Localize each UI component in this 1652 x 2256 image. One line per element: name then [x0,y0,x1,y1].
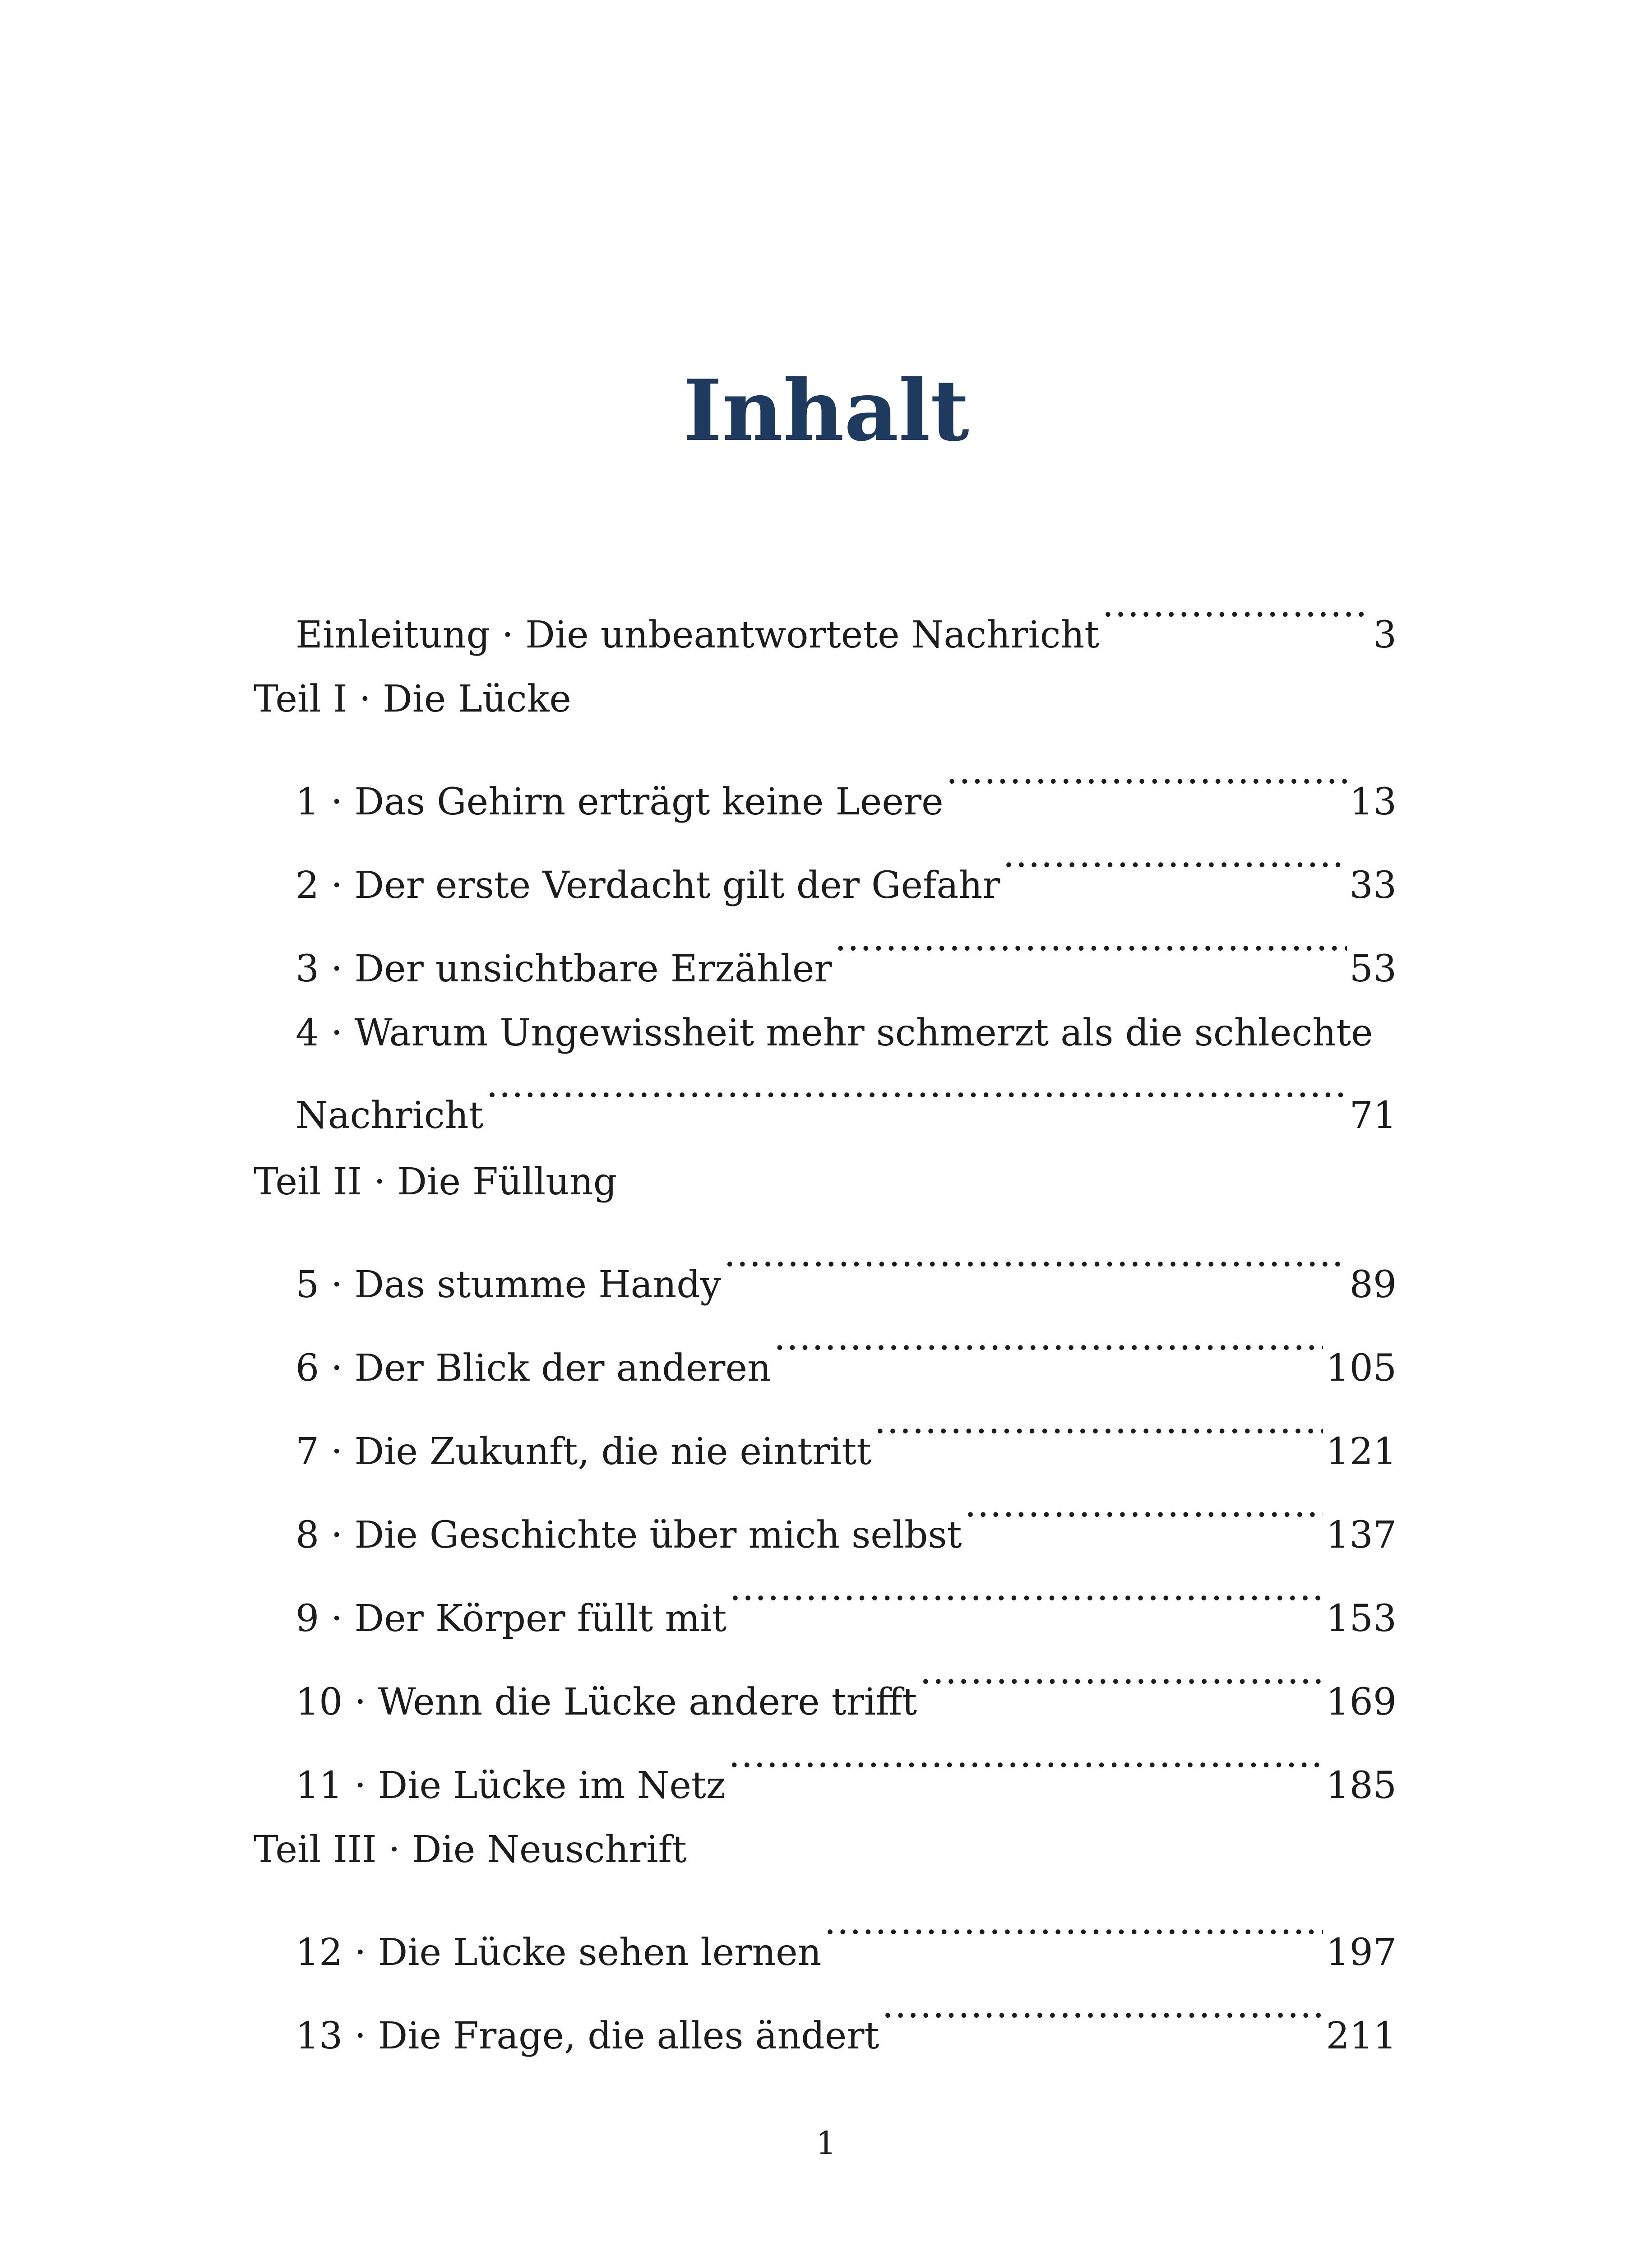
toc-entry-title: Einleitung · Die unbeantwortete Nachricht [296,614,1100,656]
toc-entry-chapter[interactable] [296,1985,1397,2068]
toc-entry-chapter[interactable] [296,1484,1397,1567]
dot-leader [874,1401,1323,1464]
toc-entry-page: 33 [1349,864,1397,907]
dot-leader [824,1902,1323,1965]
toc-entry-chapter[interactable] [296,1002,1397,1147]
dot-leader [1003,835,1347,898]
toc-entry-page: 105 [1326,1347,1397,1390]
toc-part-heading[interactable] [254,668,1427,731]
dot-leader [774,1318,1323,1381]
toc-entry-page: 137 [1326,1514,1397,1557]
toc-entry-title-line1: 4 · Warum Ungewissheit mehr schmerzt als die schlechte [296,1012,1373,1054]
toc-entry-chapter[interactable] [296,1318,1397,1400]
toc-entry-chapter[interactable] [296,1735,1397,1817]
toc-entry-title: 8 · Die Geschichte über mich selbst [296,1514,962,1557]
toc-entry-page: 53 [1349,948,1397,990]
toc-entry-page: 13 [1349,781,1397,823]
dot-leader [1102,584,1370,647]
toc-entry-page: 3 [1373,614,1397,656]
toc-entry-chapter[interactable] [296,835,1397,917]
toc-entry-page: 121 [1326,1430,1397,1473]
toc-entry-chapter[interactable] [296,918,1397,1001]
toc-entry-title: 7 · Die Zukunft, die nie eintritt [296,1430,872,1473]
toc-entry-title: 2 · Der erste Verdacht gilt der Gefahr [296,864,1000,907]
toc-entry-page: 89 [1349,1263,1397,1306]
dot-leader [486,1065,1347,1128]
toc-entry-chapter[interactable] [296,1568,1397,1650]
toc-part-label: Teil II · Die Füllung [254,1160,617,1203]
toc-entry-page: 185 [1326,1764,1397,1807]
toc-entry-page: 197 [1326,1931,1397,1974]
toc-part-label: Teil I · Die Lücke [254,678,571,721]
toc-entry-page: 153 [1326,1597,1397,1640]
toc-entry-page: 71 [1349,1094,1397,1137]
dot-leader [729,1568,1323,1631]
toc-entry-title: 5 · Das stumme Handy [296,1263,722,1306]
toc-entry-title: 12 · Die Lücke sehen lernen [296,1931,822,1974]
toc-part-heading[interactable] [254,1151,1427,1214]
page-title: Inhalt [683,361,969,460]
toc-entry-intro[interactable] [296,584,1397,667]
toc-entry-title: 3 · Der unsichtbare Erzähler [296,948,832,990]
toc-entry-chapter[interactable] [296,1234,1397,1317]
toc-entry-title: 1 · Das Gehirn erträgt keine Leere [296,781,944,823]
toc-entry-title: 9 · Der Körper füllt mit [296,1597,727,1640]
toc-entry-title-line2: Nachricht [296,1094,484,1137]
dot-leader [882,1985,1323,2048]
dot-leader [946,751,1347,814]
page-number: 1 [816,2125,836,2162]
dot-leader [728,1735,1323,1798]
dot-leader [965,1484,1323,1548]
dot-leader [920,1651,1323,1715]
toc-part-label: Teil III · Die Neuschrift [254,1828,687,1871]
toc-entry-title: 10 · Wenn die Lücke andere trifft [296,1681,917,1724]
toc-entry-title: 13 · Die Frage, die alles ändert [296,2015,879,2057]
dot-leader [835,918,1347,981]
toc-entry-chapter[interactable] [296,1651,1397,1734]
toc-entry-page: 169 [1326,1681,1397,1724]
toc-entry-title: 6 · Der Blick der anderen [296,1347,771,1390]
toc-entry-chapter[interactable] [296,1401,1397,1484]
toc-entry-page: 211 [1326,2015,1397,2057]
toc-entry-title: 11 · Die Lücke im Netz [296,1764,726,1807]
toc-entry-chapter[interactable] [296,1902,1397,1984]
dot-leader [724,1234,1347,1297]
toc-part-heading[interactable] [254,1818,1427,1882]
toc-entry-chapter[interactable] [296,751,1397,834]
